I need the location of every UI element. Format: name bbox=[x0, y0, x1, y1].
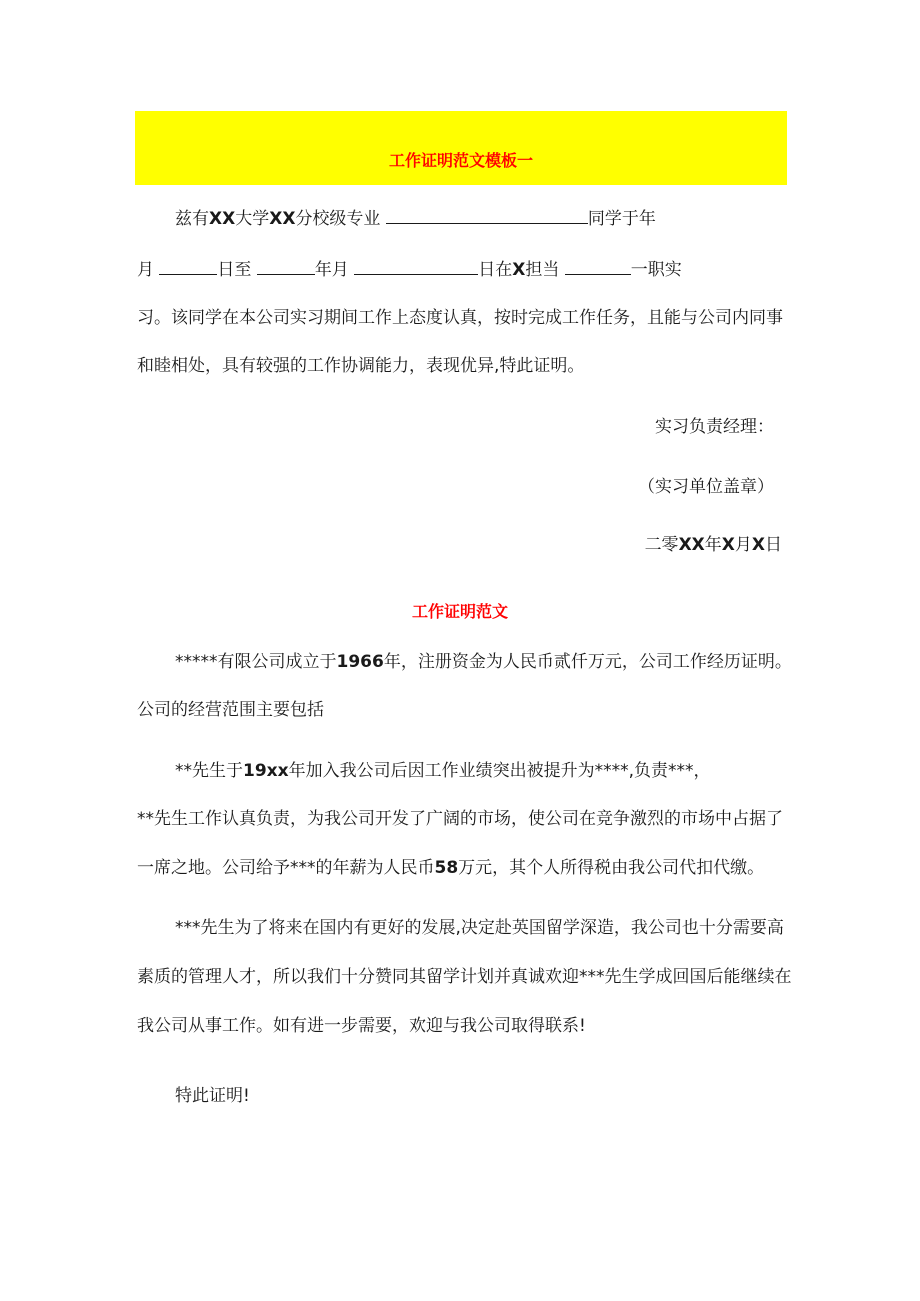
position-blank bbox=[565, 258, 631, 275]
day-blank-2 bbox=[257, 258, 315, 275]
day-blank-1 bbox=[159, 258, 217, 275]
template-date: 二零XX年X月X日 bbox=[644, 535, 782, 555]
template-line-4: 和睦相处，具有较强的工作协调能力，表现优异,特此证明。 bbox=[137, 356, 585, 376]
sample-line-3: **先生于19xx年加入我公司后因工作业绩突出被提升为****,负责***， bbox=[175, 761, 711, 781]
sample-line-1: *****有限公司成立于1966年，注册资金为人民币贰仟万元，公司工作经历证明。 bbox=[175, 652, 792, 672]
sample-line-2: 公司的经营范围主要包括 bbox=[137, 700, 324, 720]
template-title-banner bbox=[135, 111, 787, 185]
sample-line-5: 一席之地。公司给予***的年薪为人民币58万元，其个人所得税由我公司代扣代缴。 bbox=[137, 858, 765, 878]
manager-label: 实习负责经理： bbox=[655, 417, 774, 437]
sample-title: 工作证明范文 bbox=[411, 602, 508, 621]
day-blank-3 bbox=[354, 258, 478, 275]
sample-line-8: 我公司从事工作。如有进一步需要，欢迎与我公司取得联系! bbox=[137, 1016, 586, 1036]
major-blank bbox=[386, 207, 588, 224]
template-line-3: 习。该同学在本公司实习期间工作上态度认真，按时完成工作任务，且能与公司内同事 bbox=[137, 308, 783, 328]
sample-line-6: ***先生为了将来在国内有更好的发展,决定赴英国留学深造，我公司也十分需要高 bbox=[175, 918, 784, 938]
template-line-2: 月 日至 年月 日在X担当 一职实 bbox=[137, 260, 682, 280]
template-title: 工作证明范文模板一 bbox=[388, 151, 533, 170]
sample-closing: 特此证明! bbox=[175, 1086, 250, 1106]
sample-line-7: 素质的管理人才，所以我们十分赞同其留学计划并真诚欢迎***先生学成回国后能继续在 bbox=[137, 967, 792, 987]
template-line-1: 兹有XX大学XX分校级专业 同学于年 bbox=[175, 209, 656, 229]
seal-label: （实习单位盖章） bbox=[638, 477, 774, 497]
sample-line-4: **先生工作认真负责，为我公司开发了广阔的市场，使公司在竞争激烈的市场中占据了 bbox=[137, 809, 783, 829]
